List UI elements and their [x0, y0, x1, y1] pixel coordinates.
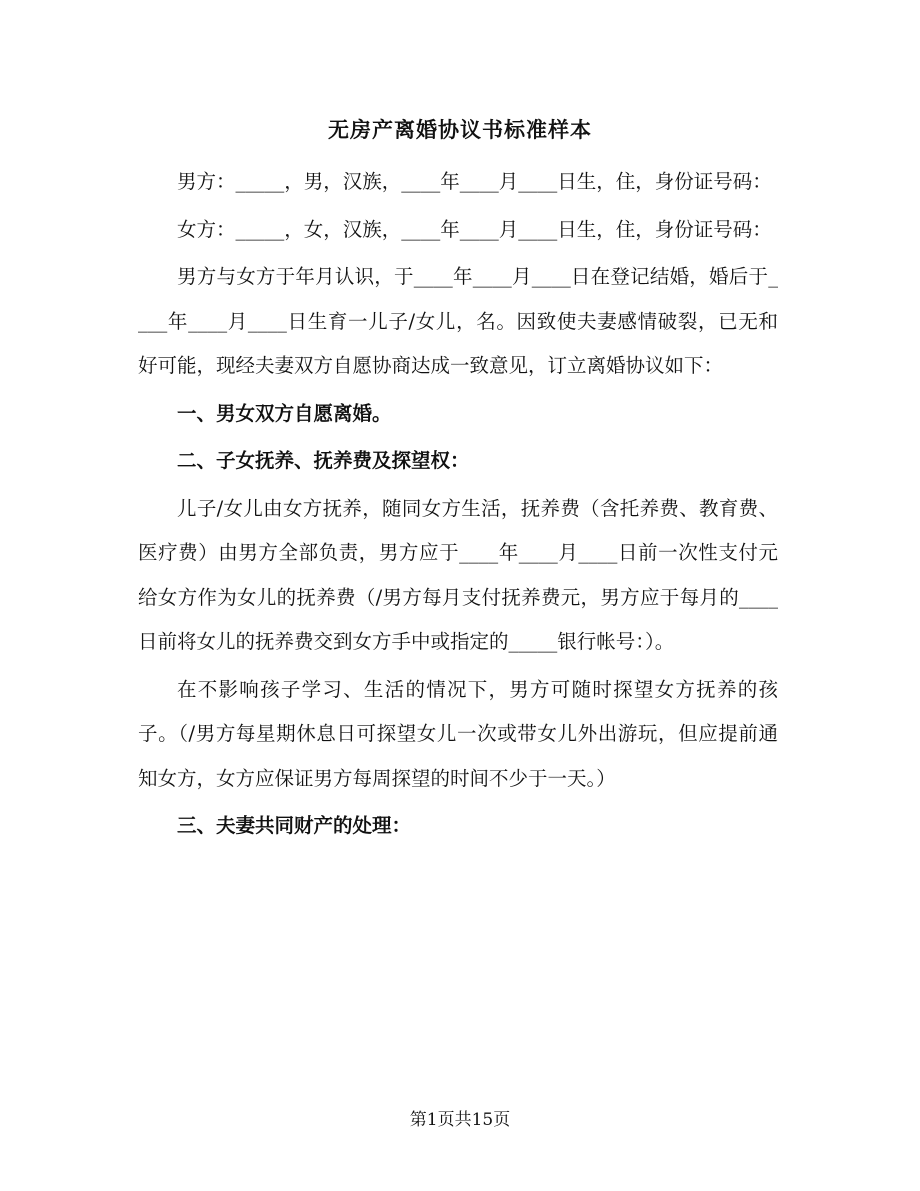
document-title: 无房产离婚协议书标准样本: [328, 117, 592, 142]
paragraph-marriage-background: 男方与女方于年月认识，于____年____月____日在登记结婚，婚后于____年____月____日生育一儿子/女儿，名。因致使夫妻感情破裂，已无和好可能，现经夫妻双方自愿协商达成一致意见，订立离婚协议如下：: [138, 265, 778, 377]
paragraph-child-support: 儿子/女儿由女方抚养，随同女方生活，抚养费（含托养费、教育费、医疗费）由男方全部负责，男方应于____年____月____日前一次性支付元给女方作为女儿的抚养费（/男方每月支付抚养费元，男方应于每月的____日前将女儿的抚养费交到女方手中或指定的_____银行帐号：）。: [138, 496, 778, 653]
paragraph-visitation: 在不影响孩子学习、生活的情况下，男方可随时探望女方抚养的孩子。（/男方每星期休息日可探望女儿一次或带女儿外出游玩，但应提前通知女方，女方应保证男方每周探望的时间不少于一天。）: [138, 677, 778, 790]
paragraph-husband-info: 男方：_____，男，汉族，____年____月____日生，住，身份证号码：: [177, 170, 772, 193]
clause-heading-child-custody: 二、子女抚养、抚养费及探望权：: [177, 449, 470, 472]
page-number: 第1页共15页: [409, 1110, 511, 1130]
clause-heading-divorce: 一、男女双方自愿离婚。: [177, 401, 392, 425]
clause-heading-joint-property: 三、夫妻共同财产的处理：: [177, 814, 412, 837]
paragraph-wife-info: 女方：_____，女，汉族，____年____月____日生，住，身份证号码：: [177, 217, 772, 241]
document-body: [138, 160, 778, 849]
